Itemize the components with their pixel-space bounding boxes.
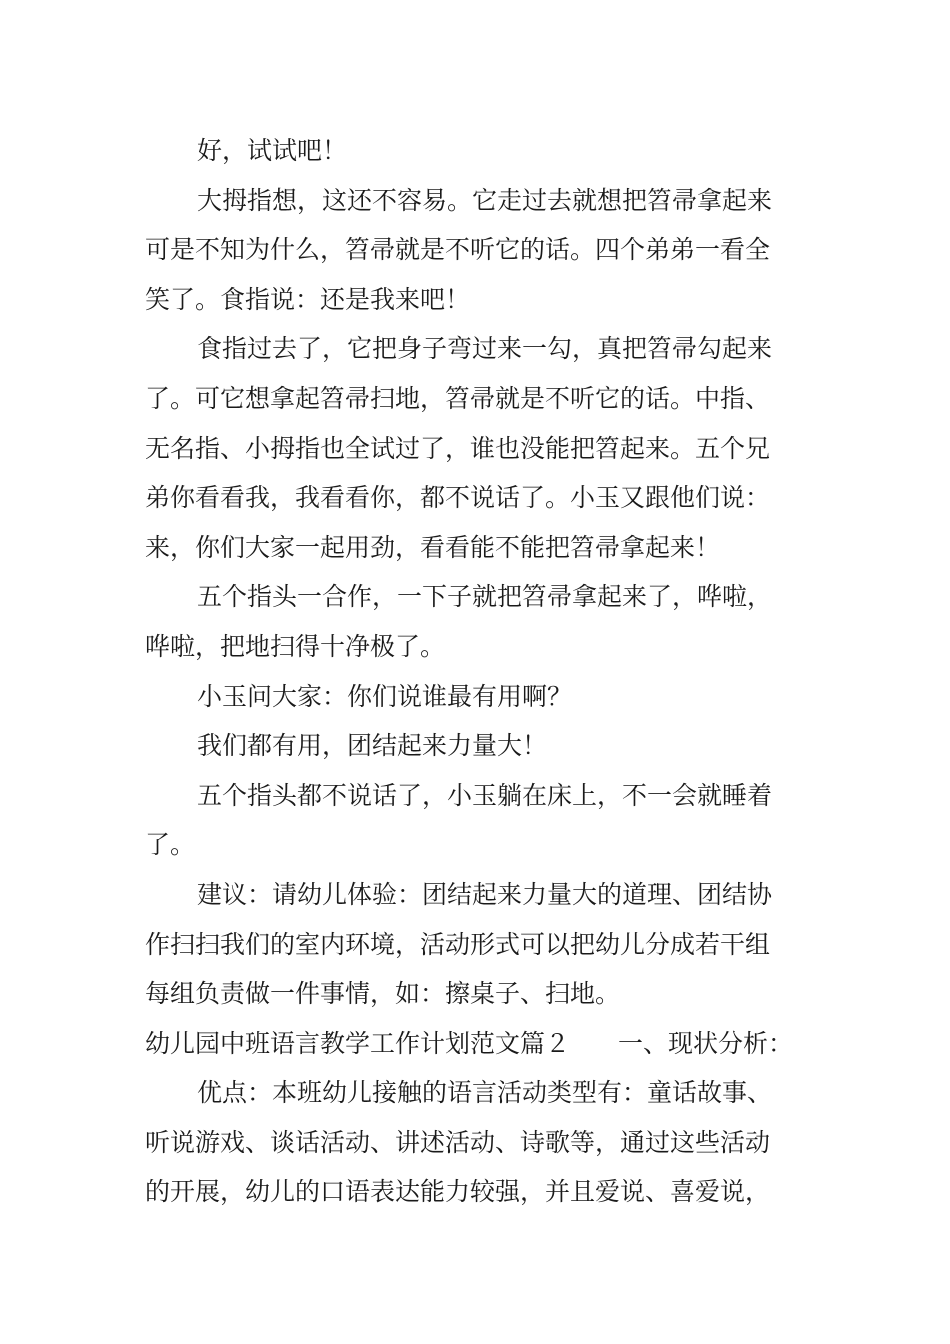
section-heading — [145, 1019, 815, 1069]
section-subheading: 一、现状分析： — [618, 1028, 794, 1058]
paragraph-line: 大拇指想，这还不容易。它走过去就想把笤帚拿起来 — [197, 185, 773, 215]
section-title: 幼儿园中班语言教学工作计划范文篇２ — [145, 1028, 571, 1058]
paragraph-line: 可是不知为什么，笤帚就是不听它的话。四个弟弟一看全 — [145, 235, 771, 265]
paragraph-line: 来，你们大家一起用劲，看看能不能把笤帚拿起来！ — [145, 532, 721, 562]
paragraph-line: 我们都有用，团结起来力量大！ — [197, 731, 548, 761]
paragraph-line: 作扫扫我们的室内环境，活动形式可以把幼儿分成若干组 — [145, 929, 771, 959]
document-body — [145, 126, 815, 1217]
paragraph-line: 每组负责做一件事情，如：擦桌子、扫地。 — [145, 979, 621, 1009]
paragraph-line: 弟你看看我，我看看你，都不说话了。小玉又跟他们说： — [145, 483, 771, 513]
paragraph-line: 建议：请幼儿体验：团结起来力量大的道理、团结协 — [197, 879, 773, 909]
paragraph-line: 笑了。食指说：还是我来吧！ — [145, 284, 471, 314]
paragraph-line: 的开展，幼儿的口语表达能力较强，并且爱说、喜爱说， — [145, 1177, 771, 1207]
paragraph-line: 五个指头都不说话了，小玉躺在床上，不一会就睡着 — [197, 780, 773, 810]
paragraph-line: 好，试试吧！ — [197, 136, 348, 165]
paragraph-line: 了。 — [145, 830, 196, 860]
paragraph-line: 无名指、小拇指也全试过了，谁也没能把笤起来。五个兄 — [145, 433, 771, 463]
paragraph-line: 小玉问大家：你们说谁最有用啊？ — [197, 681, 573, 711]
paragraph-line: 五个指头一合作，一下子就把笤帚拿起来了，哗啦， — [197, 582, 773, 612]
paragraph-line: 优点：本班幼儿接触的语言活动类型有：童话故事、 — [197, 1078, 773, 1108]
paragraph-line: 了。可它想拿起笤帚扫地，笤帚就是不听它的话。中指、 — [145, 383, 771, 413]
paragraph-line: 食指过去了，它把身子弯过来一勾，真把笤帚勾起来 — [197, 334, 773, 364]
paragraph-line: 听说游戏、谈话活动、讲述活动、诗歌等，通过这些活动 — [145, 1127, 771, 1157]
paragraph-line: 哗啦，把地扫得十净极了。 — [145, 631, 446, 661]
